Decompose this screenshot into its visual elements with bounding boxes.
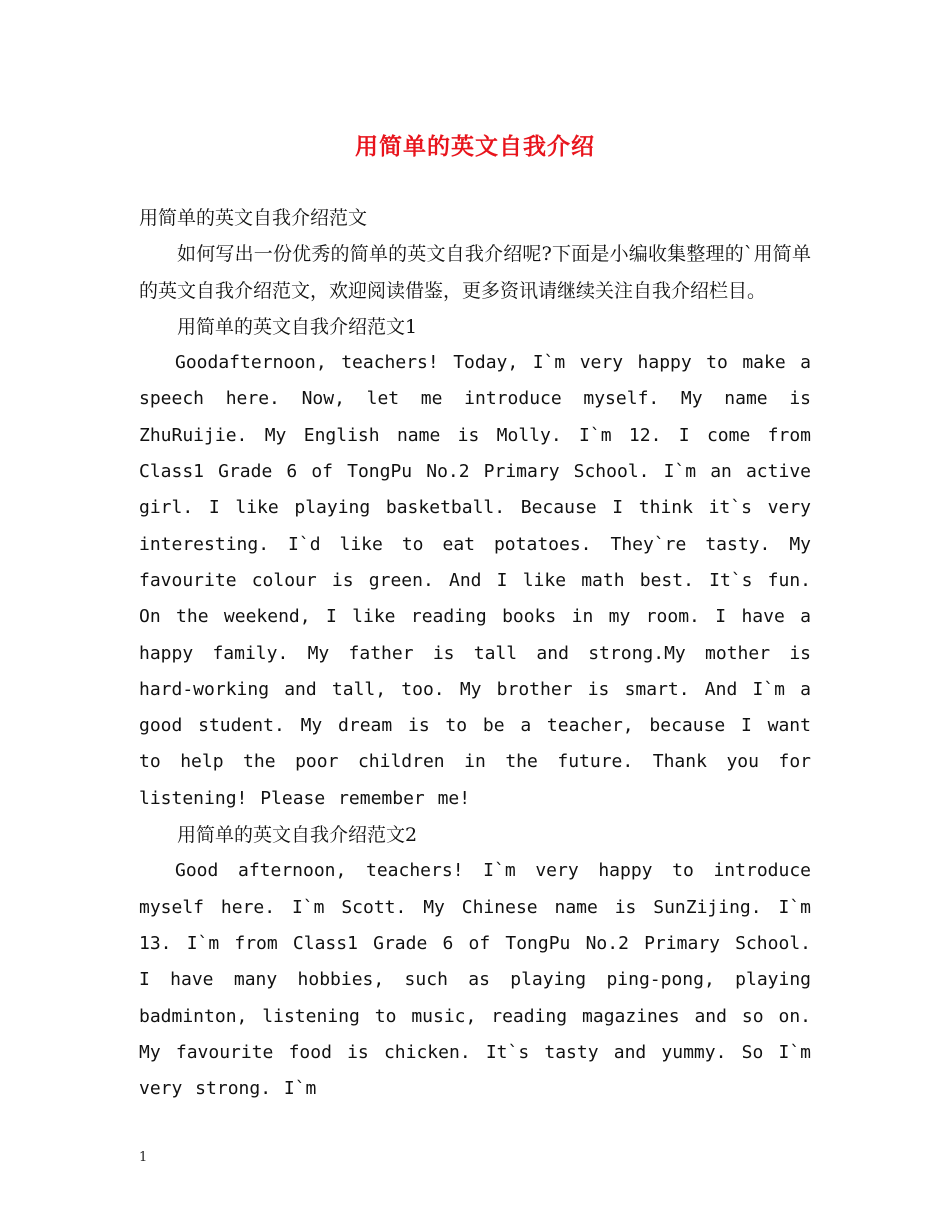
document-subtitle: 用简单的英文自我介绍范文 xyxy=(139,207,368,229)
intro-paragraph: 如何写出一份优秀的简单的英文自我介绍呢?下面是小编收集整理的`用简单的英文自我介绍范文，欢迎阅读借鉴，更多资讯请继续关注自我介绍栏目。 xyxy=(139,243,811,302)
document-title: 用简单的英文自我介绍 xyxy=(355,133,595,160)
sample-1-heading: 用简单的英文自我介绍范文1 xyxy=(177,315,418,338)
sample-2-heading: 用简单的英文自我介绍范文2 xyxy=(177,824,418,847)
sample-2-text: Good afternoon, teachers! I`m very happy to introduce myself here. I`m Scott. My Chinese name is SunZijing. I`m 13. I`m from Class1 Grade 6 of TongPu No.2 Primary School. I have many hobbies, such as playing ping-pong, playing badminton, listening to music, reading magazines and so on. My favourite food is chicken. It`s tasty and yummy. So I`m very strong. I`m xyxy=(139,860,811,1100)
page-number: 1 xyxy=(139,1150,148,1165)
document-body xyxy=(139,200,811,1107)
sample-1-text: Goodafternoon, teachers! Today, I`m very happy to make a speech here. Now, let me introduce myself. My name is ZhuRuijie. My English name is Molly. I`m 12. I come from Class1 Grade 6 of TongPu No.2 Primary School. I`m an active girl. I like playing basketball. Because I think it`s very interesting. I`d like to eat potatoes. They`re tasty. My favourite colour is green. And I like math best. It`s fun. On the weekend, I like reading books in my room. I have a happy family. My father is tall and strong.My mother is hard-working and tall, too. My brother is smart. And I`m a good student. My dream is to be a teacher, because I want to help the poor children in the future. Thank you for listening! Please remember me! xyxy=(139,352,811,809)
